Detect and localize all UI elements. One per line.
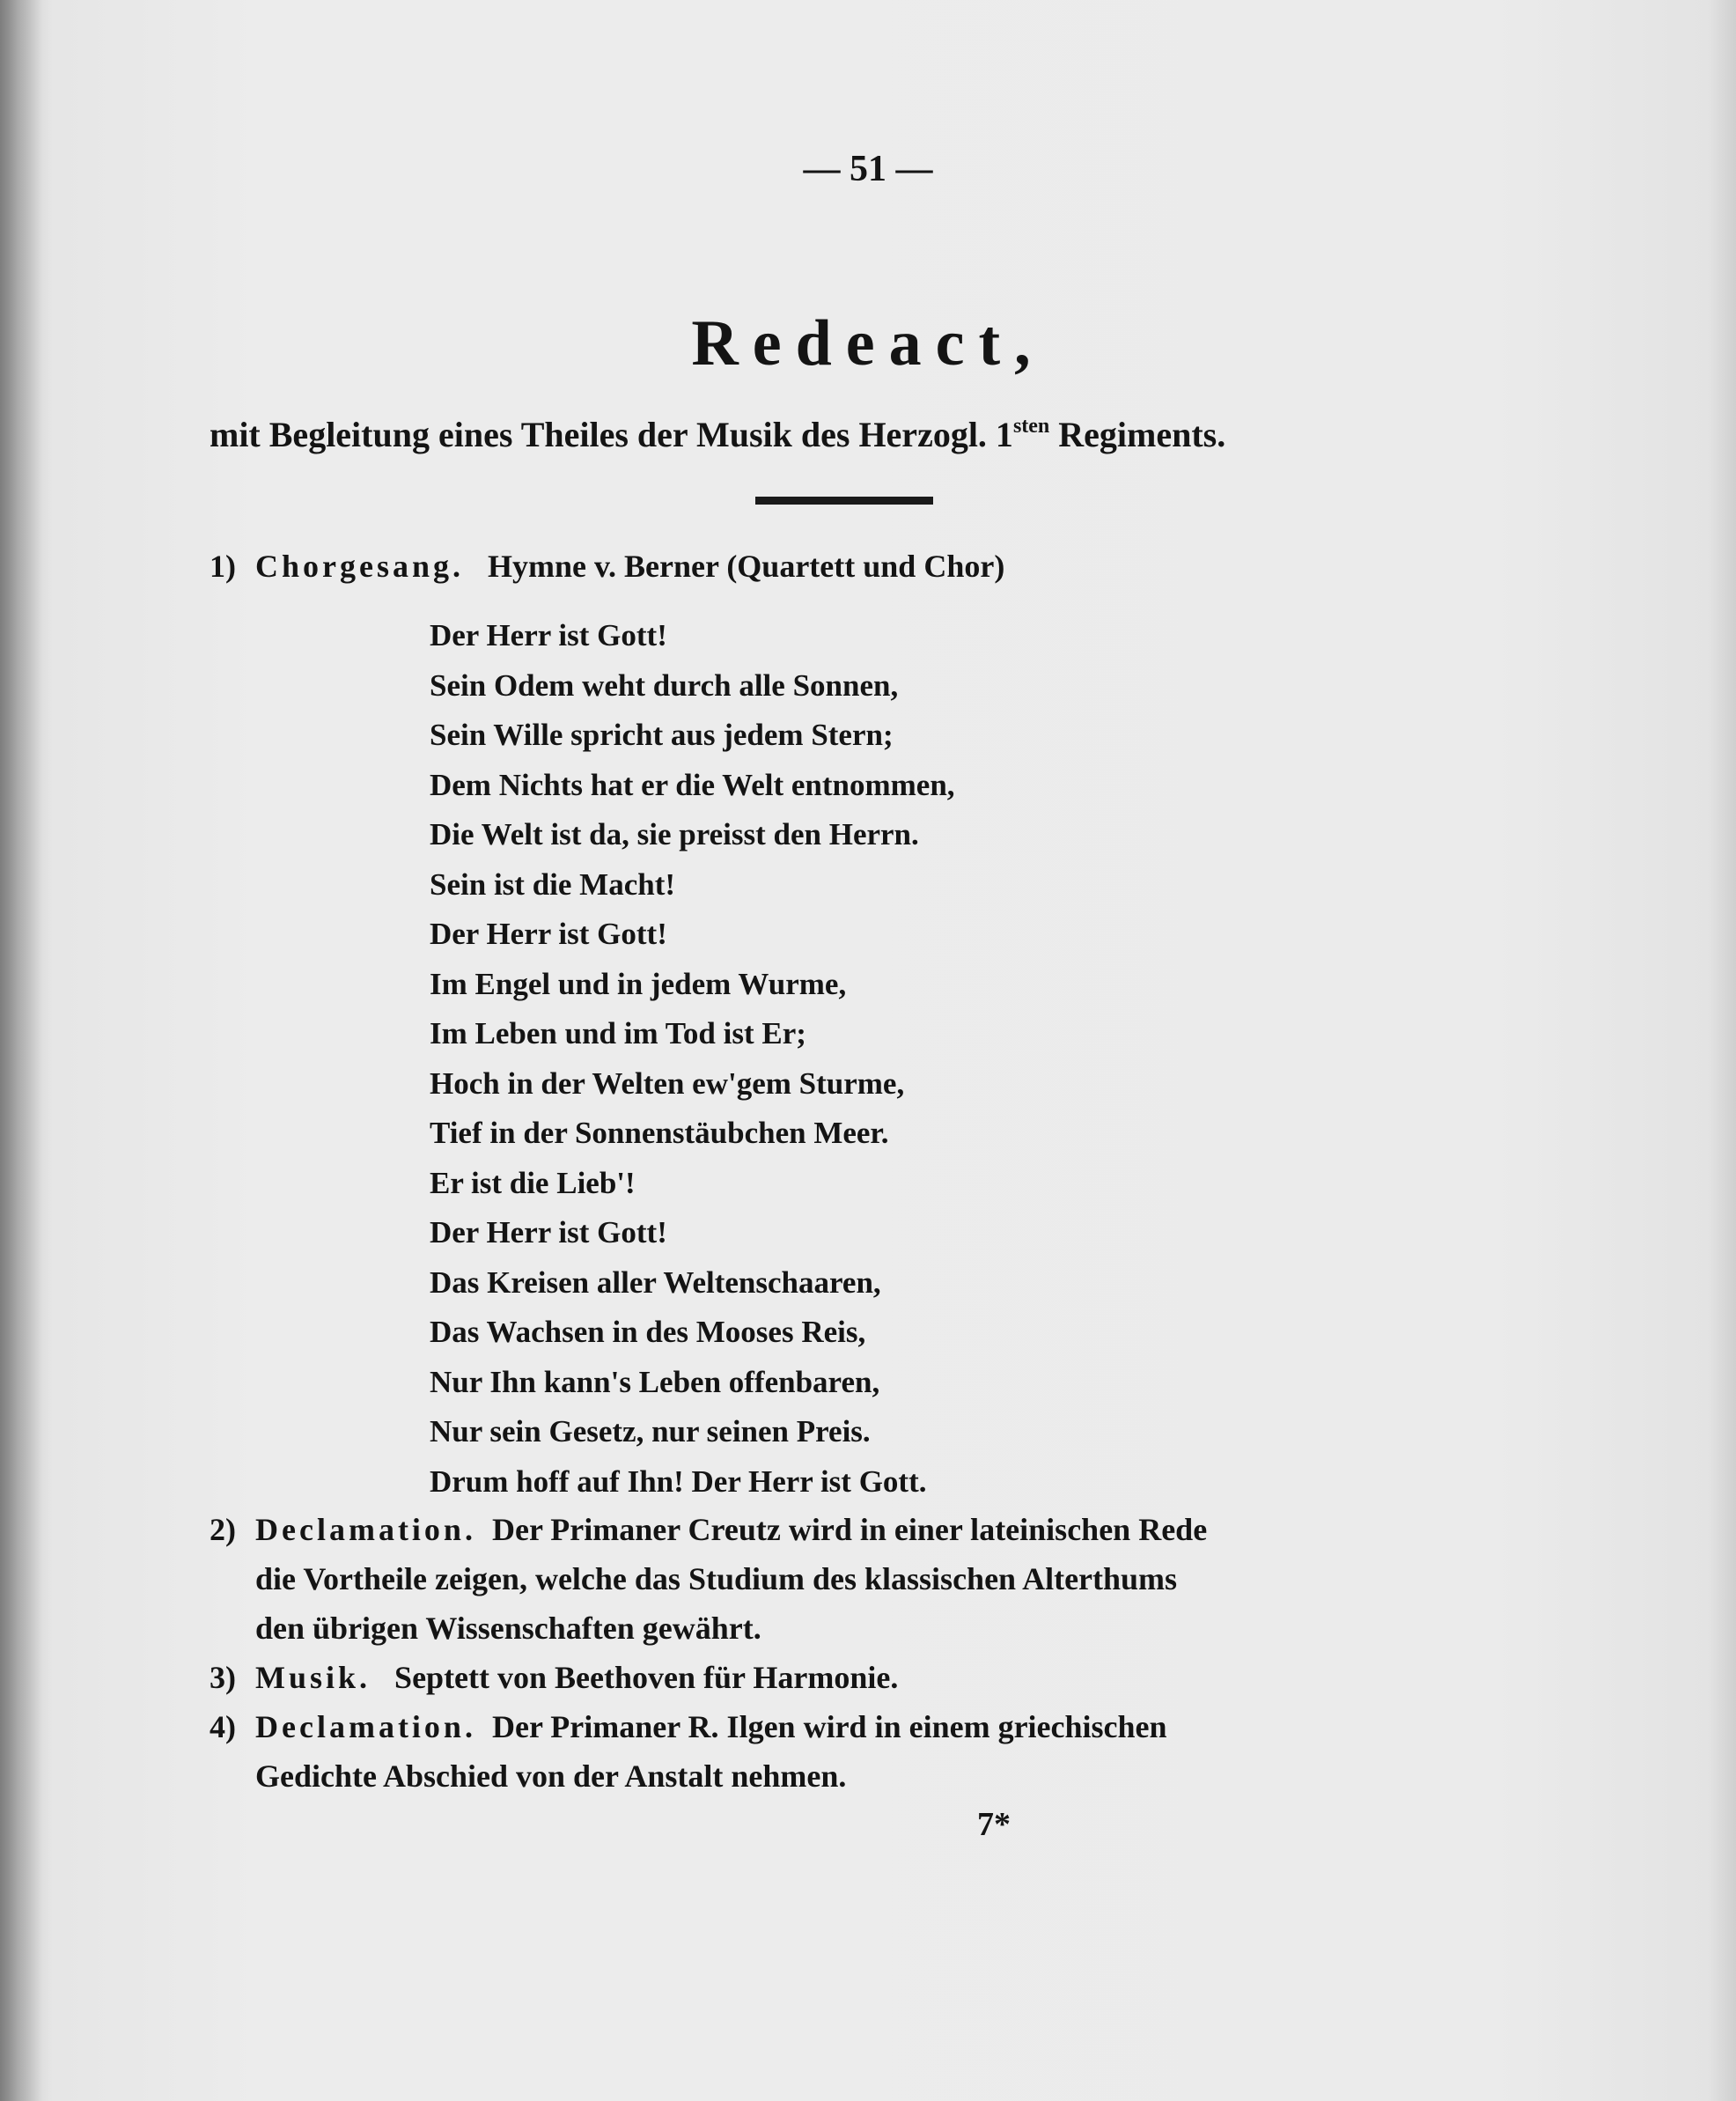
page-title: Redeact, (691, 307, 1045, 380)
item-text: Hymne v. Berner (Quartett und Chor) (488, 549, 1005, 584)
verse-line: Er ist die Lieb'! (430, 1165, 636, 1200)
item-number: 1) (210, 549, 236, 584)
verse-line: Das Wachsen in des Mooses Reis, (430, 1315, 866, 1349)
verse-line: Die Welt ist da, sie preisst den Herrn. (430, 817, 919, 851)
program-item-2 (210, 1511, 1477, 1548)
verse-line: Sein ist die Macht! (430, 866, 676, 902)
program-item-1 (210, 548, 1477, 585)
item-text-line: Der Primaner Creutz wird in einer lateinischen Rede (491, 1512, 1208, 1547)
subtitle-text: mit Begleitung eines Theiles der Musik des Herzogl. 1 (210, 415, 1013, 454)
verse-line: Der Herr ist Gott! (430, 1215, 667, 1250)
verse-line: Das Kreisen aller Weltenschaaren, (430, 1264, 881, 1300)
subtitle (210, 414, 1495, 455)
item-label: Chorgesang. (255, 549, 465, 584)
verse-line: Hoch in der Welten ew'gem Sturme, (430, 1065, 905, 1101)
verse-line: Sein Odem weht durch alle Sonnen, (430, 667, 899, 703)
signature-mark: 7* (977, 1806, 1011, 1843)
hymn-verse (430, 611, 955, 1507)
item-number: 2) (210, 1512, 236, 1547)
verse-line: Tief in der Sonnenstäubchen Meer. (430, 1116, 889, 1150)
program-item-4 (210, 1708, 1477, 1745)
verse-line: Der Herr ist Gott! (430, 618, 667, 652)
subtitle-superscript: sten (1012, 415, 1050, 438)
item-label: Declamation. (255, 1709, 476, 1744)
verse-line: Nur sein Gesetz, nur seinen Preis. (430, 1414, 871, 1449)
item-number: 3) (210, 1660, 236, 1695)
item-number: 4) (210, 1709, 236, 1744)
verse-line: Im Leben und im Tod ist Er; (430, 1016, 806, 1050)
item-label: Declamation. (255, 1512, 476, 1547)
verse-line: Dem Nichts hat er die Welt entnommen, (430, 767, 955, 802)
item-4-continuation: Gedichte Abschied von der Anstalt nehmen. (255, 1758, 847, 1794)
verse-line: Der Herr ist Gott! (430, 917, 667, 951)
page-number: — 51 — (803, 149, 933, 189)
verse-line: Drum hoff auf Ihn! Der Herr ist Gott. (430, 1463, 927, 1499)
item-text: Septett von Beethoven für Harmonie. (394, 1660, 899, 1695)
divider-rule (755, 497, 933, 505)
verse-line: Sein Wille spricht aus jedem Stern; (430, 718, 894, 752)
verse-line: Im Engel und in jedem Wurme, (430, 966, 847, 1001)
item-2-continuation: die Vortheile zeigen, welche das Studium des klassischen Alterthums (255, 1561, 1178, 1596)
item-label: Musik. (255, 1660, 371, 1695)
program-item-3 (210, 1659, 1477, 1696)
item-text-line: Der Primaner R. Ilgen wird in einem griechischen (491, 1709, 1167, 1744)
verse-line: Nur Ihn kann's Leben offenbaren, (430, 1364, 880, 1399)
item-2-continuation: den übrigen Wissenschaften gewährt. (255, 1611, 761, 1646)
subtitle-tail: Regiments. (1049, 415, 1226, 454)
